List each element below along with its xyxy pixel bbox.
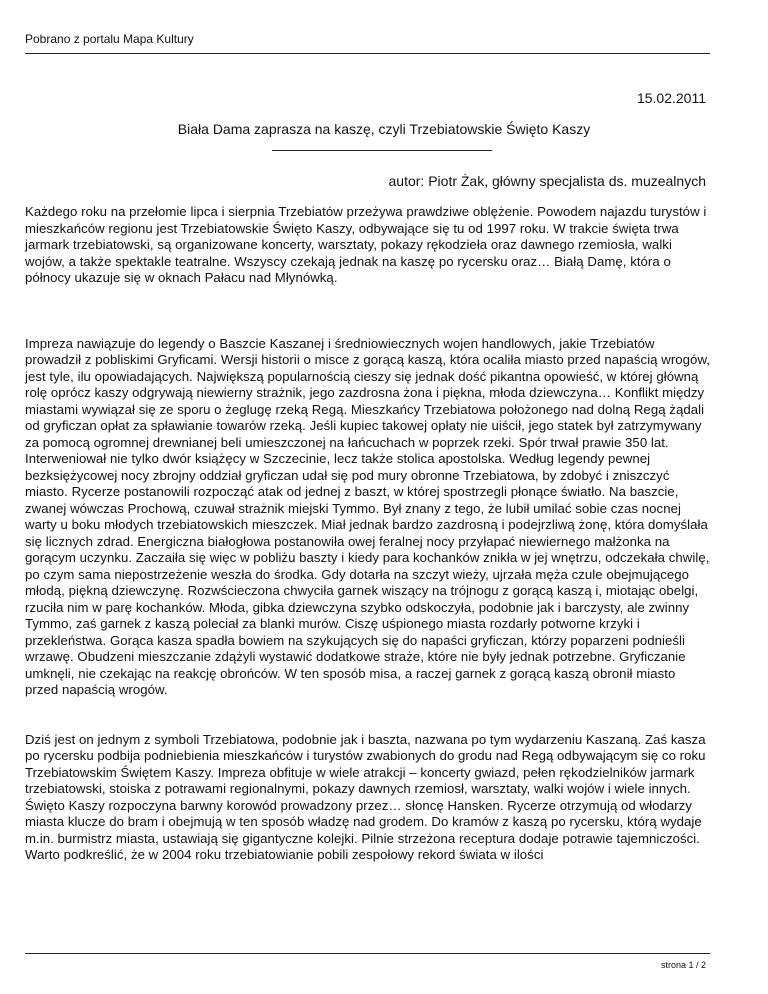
title-underline [272, 150, 492, 151]
page-number: strona 1 / 2 [660, 960, 706, 970]
paragraph-intro: Każdego roku na przełomie lipca i sierpnia Trzebiatów przeżywa prawdziwe oblężenie. Powodem najazdu turystów i mieszkańców regionu jest Trzebiatowskie Święto Kaszy, odbywające się tu od 1997 roku. W trakcie święta trwa jarmark trzebiatowski, są organizowane koncerty, warsztaty, pokazy rękodzieła oraz dawnego rzemiosła, walki wojów, a także spektakle teatralne. Wszyscy czekają jednak na kaszę po rycersku oraz… Białą Damę, która o północy ukazuje się w oknach Pałacu nad Młynówką. [25, 204, 707, 285]
header-divider [25, 53, 710, 54]
article-title: Biała Dama zaprasza na kaszę, czyli Trzebiatowskie Święto Kaszy [177, 121, 591, 137]
footer-divider [25, 953, 710, 954]
article-author: autor: Piotr Żak, główny specjalista ds. muzealnych [388, 173, 706, 189]
paragraph-today: Dziś jest on jednym z symboli Trzebiatowa, podobnie jak i baszta, nazwana po tym wydarzeniu Kaszaną. Zaś kasza po rycersku podbija podniebienia mieszkańców i turystów zwabionych do grodu nad Regą odbywającym się co roku Trzebiatowskim Świętem Kaszy. Impreza obfituje w wiele atrakcji – koncerty gwiazd, pełen rękodzielników jarmark trzebiatowski, stoiska z potrawami regionalnymi, pokazy dawnych rzemiosł, warsztaty, walki wojów i wiele innych. Święto Kaszy rozpoczyna barwny korowód prowadzony przez… słoncę Hansken. Rycerze otrzymują od włodarzy miasta klucze do bram i obejmują w ten sposób władzę nad grodem. Do kramów z kaszą po rycersku, którą wydaje m.in. burmistrz miasta, ustawiają się gigantyczne kolejki. Pilnie strzeżona receptura dodaje potrawie tajemniczości. Warto podkreślić, że w 2004 roku trzebiatowianie pobili zespołowy rekord świata w ilości [25, 731, 706, 862]
paragraph-legend: Impreza nawiązuje do legendy o Baszcie Kaszanej i średniowiecznych wojen handlowych, jakie Trzebiatów prowadził z pobliskimi Gryficami. Wersji historii o misce z gorącą kaszą, która ocaliła miasto przed napaścią wrogów, jest tyle, ilu opowiadających. Największą popularnością cieszy się jednak dość pikantna opowieść, w której główną rolę oprócz kaszy odgrywają niewierny strażnik, jego zazdrosna żona i piękna, młoda dziewczyna… Konflikt między miastami wywiązał się ze sporu o żeglugę rzeką Regą. Mieszkańcy Trzebiatowa położonego nad dolną Regą żądali od gryficzan opłat za spławianie towarów rzeką. Jeśli kupiec takowej opłaty nie uiścił, jego statek był zatrzymywany za pomocą ogromnej drewnianej beli umieszczonej na łańcuchach w poprzek rzeki. Spór trwał prawie 350 lat. Interweniował nie tylko dwór książęcy w Szczecinie, lecz także stolica apostolska. Według legendy pewnej bezksiężycowej nocy zbrojny oddział gryficzan udał się pod mury obronne Trzebiatowa, by zdobyć i zniszczyć miasto. Rycerze postanowili rozpocząć atak od jednej z baszt, w której spostrzegli płonące światło. Na baszcie, zwanej wówczas Prochową, czuwał strażnik miejski Tymmo. Był znany z tego, że lubił umilać sobie czas nocnej warty u boku młodych trzebiatowskich mieszczek. Miał jednak bardzo zazdrosną i podejrzliwą żonę, która domyślała się licznych zdrad. Energiczna białogłowa postanowiła owej feralnej nocy przyłapać niewiernego małżonka na gorącym uczynku. Zaczaiła się więc w pobliżu baszty i kiedy para kochanków znikła w jej wnętrzu, odczekała chwilę, po czym sama niepostrzeżenie weszła do środka. Gdy dotarła na szczyt wieży, ujrzała męża czule obejmującego młodą, piękną dziewczynę. Rozwścieczona chwyciła garnek wiszący na trójnogu z gorącą kaszą i, miotając obelgi, rzuciła nim w parę kochanków. Młoda, gibka dziewczyna szybko odskoczyła, podobnie jak i barczysty, ale zwinny Tymmo, zaś garnek z kaszą poleciał za blanki murów. Ciszę uśpionego miasta rozdarły potworne krzyki i przekleństwa. Gorąca kasza spadła bowiem na szykujących się do napaści gryficzan, którzy poparzeni podnieśli wrzawę. Obudzeni mieszczanie zdążyli wystawić dodatkowe straże, które nie były jednak potrzebne. Gryficzanie umknęli, nie czekając na reakcję obrońców. W ten sposób misa, a raczej garnek z gorącą kaszą obronił miasto przed napaścią wrogów. [25, 335, 711, 697]
article-date: 15.02.2011 [636, 90, 706, 106]
article-body [25, 204, 710, 864]
portal-source-header: Pobrano z portalu Mapa Kultury [25, 32, 194, 46]
